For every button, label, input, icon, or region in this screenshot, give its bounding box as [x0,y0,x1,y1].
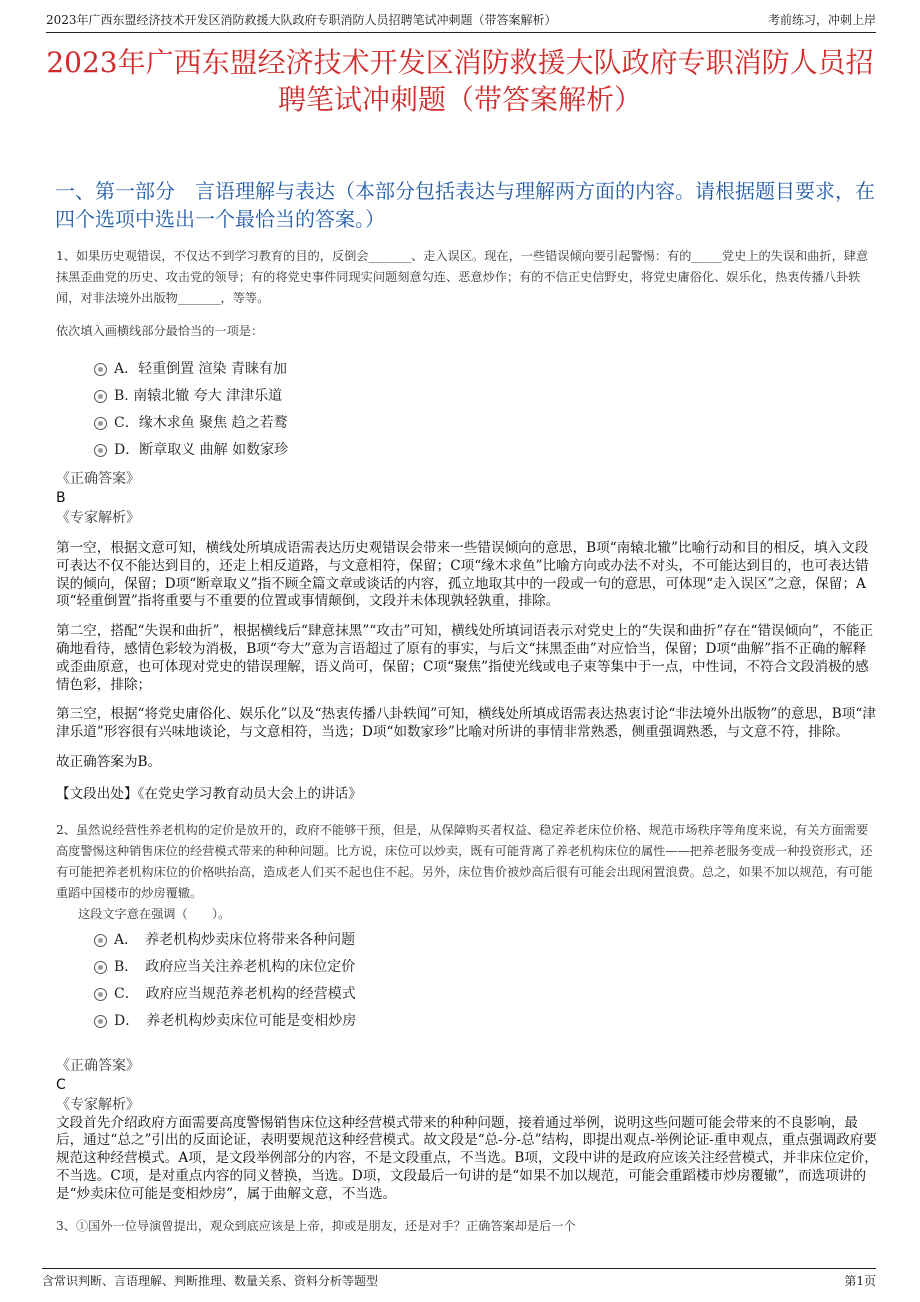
radio-icon[interactable] [94,934,107,947]
page-footer [42,1268,876,1288]
q1-analysis-label: 《专家解析》 [56,510,140,526]
q2-stem: 2、虽然说经营性养老机构的定价是放开的，政府不能够干预，但是，从保障购买者权益、稳定养老床位价格、规范市场秩序等角度来说，有关方面需要高度警惕这种销售床位的经营模式带来的种种问题。比方说，床位可以炒卖，既有可能背离了养老机构床位的属性——把养老服务变成一种投资形式，还有可能把养老机构床位的价格哄抬高，造成老人们买不起也住不起。另外，床位售价被炒高后很有可能会出现闲置浪费。总之，如果不加以规范，有可能重蹈中国楼市的炒房覆辙。 [56,822,873,900]
option-label: D．断章取义 曲解 如数家珍 [114,442,289,458]
q2-analysis-label: 《专家解析》 [56,1096,140,1113]
radio-icon[interactable] [94,988,107,1001]
q3-stem: 3、①国外一位导演曾提出，观众到底应该是上帝，抑或是朋友，还是对手？正确答案却是后一个 [56,1218,576,1233]
option-label: C． 政府应当规范养老机构的经营模式 [114,985,356,1002]
option-label: A． 养老机构炒卖床位将带来各种问题 [114,931,356,948]
q2-answer-label: 《正确答案》 [56,1057,140,1074]
q1-options [94,356,878,464]
q1-prompt: 依次填入画横线部分最恰当的一项是： [56,324,264,338]
q2-option-a[interactable] [94,927,878,954]
radio-icon[interactable] [94,444,107,457]
q1-conclusion: 故正确答案为B。 [56,753,162,770]
q2-option-d[interactable] [94,1008,878,1035]
option-label: A．轻重倒置 渲染 青睐有加 [114,361,288,377]
q1-analysis-p2: 第二空，搭配“失误和曲折”，根据横线后“肆意抹黑”“攻击”可知，横线处所填词语表示对党史上的“失误和曲折”存在“错误倾向”，不能正确地看待，感情色彩较为消极，B项“夸大”意为言语超过了原有的事实，与后文“抹黑歪曲”对应恰当，保留；D项“曲解”指不正确的解释或歪曲原意，也可体现对党史的错误理解，语义尚可，保留；C项“聚焦”指使光线或电子束等集中于一点，中性词，不符合文段消极的感情色彩，排除； [56,623,874,693]
q2-answer: C [56,1076,66,1093]
q1-analysis-p3: 第三空，根据“将党史庸俗化、娱乐化”以及“热衷传播八卦轶闻”可知，横线处所填成语需表达热衷讨论“非法境外出版物”的意思，B项“津津乐道”形容很有兴味地谈论，与文意相符，当选；D项“如数家珍”比喻对所讲的事情非常熟悉，侧重强调熟悉，与文意不符，排除。 [56,706,876,741]
radio-icon[interactable] [94,417,107,430]
header-title: 2023年广西东盟经济技术开发区消防救援大队政府专职消防人员招聘笔试冲刺题（带答案解析） [46,13,557,27]
q2-option-c[interactable] [94,981,878,1008]
q2-analysis: 文段首先介绍政府方面需要高度警惕销售床位这种经营模式带来的种种问题，接着通过举例，说明这些问题可能会带来的不良影响，最后，通过“总之”引出的反面论证，表明要规范这种经营模式。故文段是“总-分-总”结构，即提出观点-举例论证-重申观点，重点强调政府要规范这种经营模式。A项，是文段举例部分的内容，不是文段重点，不当选。B项，文段中讲的是政府应该关注经营模式，并非床位定价，不当选。C项，是对重点内容的同义替换，当选。D项，文段最后一句讲的是“如果不加以规范，可能会重蹈楼市炒房覆辙”，而选项讲的是“炒卖床位可能是变相炒房”，属于曲解文意，不当选。 [56,1114,878,1202]
q2-option-b[interactable] [94,954,878,981]
q1-option-c[interactable] [94,410,878,437]
radio-icon[interactable] [94,390,107,403]
page-number: 第1页 [844,1274,876,1288]
header-slogan: 考前练习，冲刺上岸 [767,13,876,27]
q1-source: 【文段出处】《在党史学习教育动员大会上的讲话》 [56,785,362,802]
section-heading: 一、第一部分 言语理解与表达（本部分包括表达与理解两方面的内容。请根据题目要求，在四个选项中选出一个最恰当的答案。） [55,179,875,231]
footer-note: 含常识判断、言语理解、判断推理、数量关系、资料分析等题型 [42,1274,379,1288]
questions-content [56,246,878,1237]
radio-icon[interactable] [94,1015,107,1028]
option-label: C．缘木求鱼 聚焦 趋之若鹜 [114,415,288,431]
option-label: D． 养老机构炒卖床位可能是变相炒房 [114,1012,357,1029]
q2-prompt: 这段文字意在强调（ ）。 [78,906,231,921]
option-label: B． 政府应当关注养老机构的床位定价 [114,958,356,975]
radio-icon[interactable] [94,363,107,376]
q1-option-b[interactable] [94,383,878,410]
q1-answer: B [56,490,66,506]
document-title: 2023年广西东盟经济技术开发区消防救援大队政府专职消防人员招聘笔试冲刺题（带答案解析） [46,46,874,116]
q1-stem: 1、如果历史观错误，不仅达不到学习教育的目的，反倒会_______、走入误区。现在，一些错误倾向要引起警惕：有的_____党史上的失误和曲折，肆意抹黑歪曲党的历史、攻击党的领导；有的将党史事件同现实问题刻意勾连、恶意炒作；有的不信正史信野史，将党史庸俗化、娱乐化，热衷传播八卦轶闻，对非法境外出版物_______，等等。 [56,249,869,305]
q1-option-a[interactable] [94,356,878,383]
q1-answer-label: 《正确答案》 [56,471,140,487]
radio-icon[interactable] [94,961,107,974]
option-label: B. 南辕北辙 夸大 津津乐道 [114,388,283,404]
q1-option-d[interactable] [94,437,878,464]
page-header [46,10,876,33]
q2-options [94,927,878,1035]
q1-analysis-p1: 第一空，根据文意可知，横线处所填成语需表达历史观错误会带来一些错误倾向的意思，B项“南辕北辙”比喻行动和目的相反，填入文段可表达不仅不能达到目的，还走上相反道路，与文意相符，保留；C项“缘木求鱼”比喻方向或办法不对头，不可能达到目的，也可表达错误的倾向，保留；D项“断章取义”指不顾全篇文章或谈话的内容，孤立地取其中的一段或一句的意思，可体现“走入误区”之意，保留；A项“轻重倒置”指将重要与不重要的位置或事情颠倒，文段并未体现孰轻孰重，排除。 [56,540,869,610]
